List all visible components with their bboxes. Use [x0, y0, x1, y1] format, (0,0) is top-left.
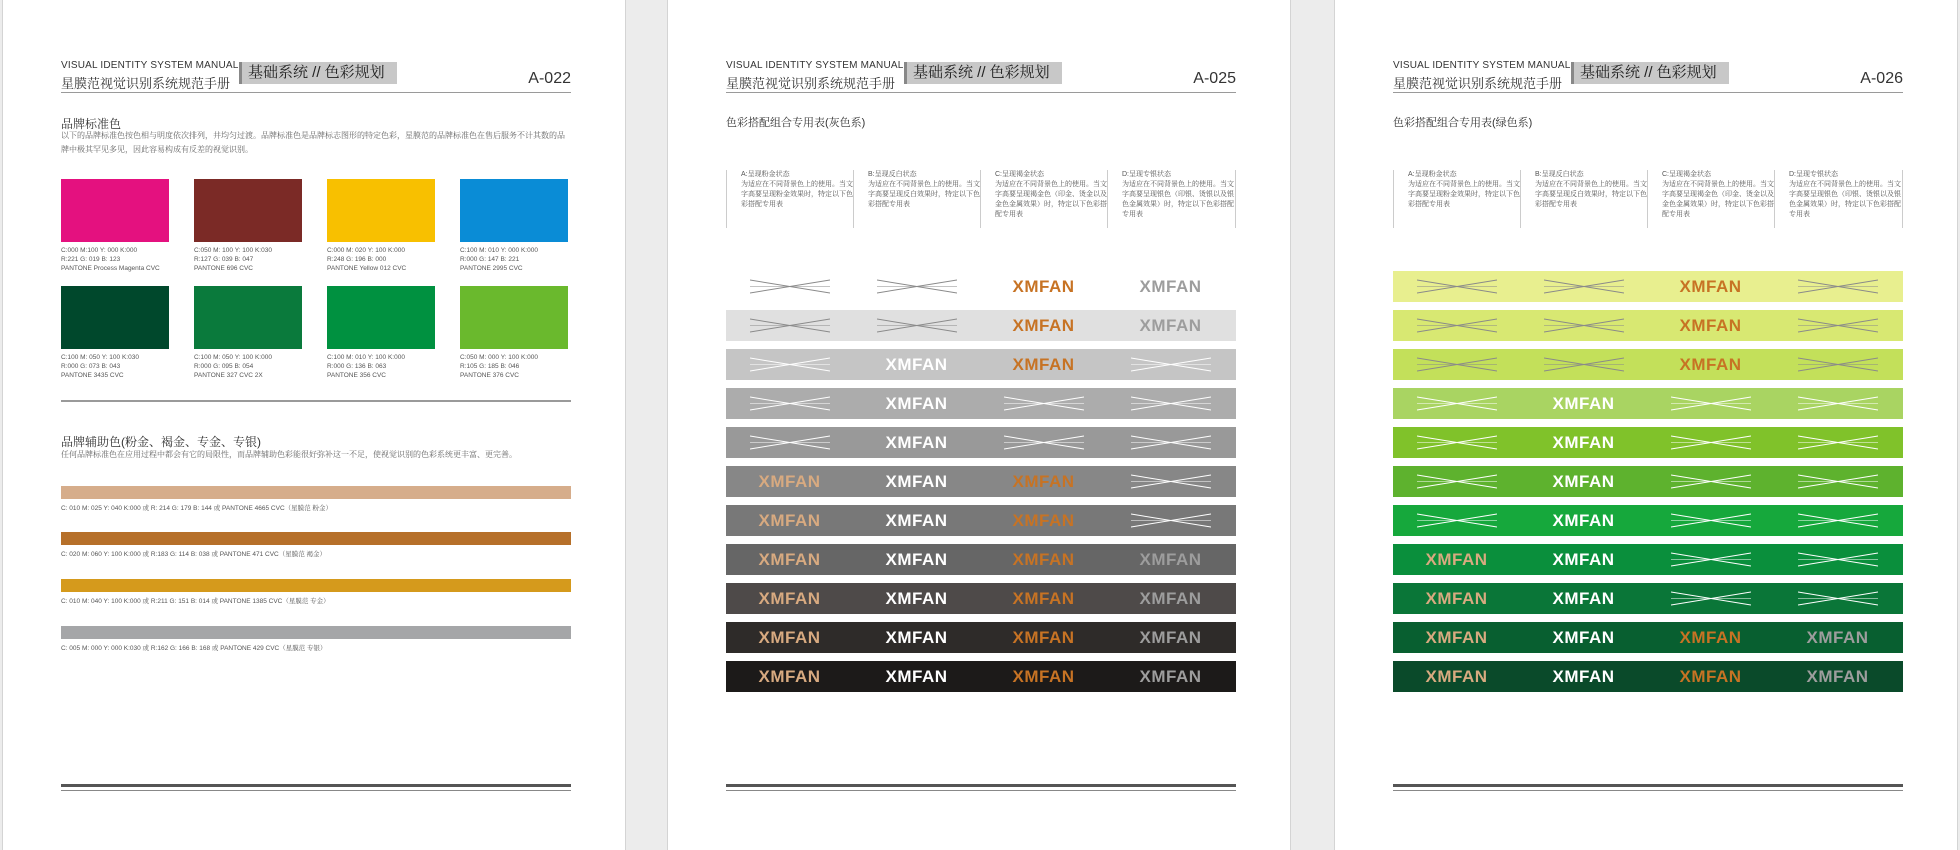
section-divider: [61, 400, 571, 402]
auxiliary-color-values: C: 020 M: 060 Y: 100 K:000 或 R:183 G: 114 B: 038 或 PANTONE 471 CVC（星膜范 褐金）: [61, 551, 327, 558]
not-recommended-cross-icon: [1774, 349, 1901, 380]
auxiliary-color-bar: [61, 579, 571, 592]
manual-title-english: VISUAL IDENTITY SYSTEM MANUAL: [1393, 60, 1571, 71]
xmfan-logo-white: XMFAN: [885, 667, 948, 686]
color-swatch: [194, 286, 302, 349]
color-combination-row: [1393, 427, 1903, 458]
manual-page-a022: [2, 0, 626, 850]
color-swatch: [460, 286, 568, 349]
not-recommended-cross-icon: [1774, 505, 1901, 536]
color-combination-row: [726, 466, 1236, 497]
swatch-color-values: C:000 M: 020 Y: 100 K:000 R:248 G: 196 B: 000 PANTONE Yellow 012 CVC: [327, 247, 407, 272]
xmfan-logo-tan: XMFAN: [758, 589, 821, 608]
not-recommended-cross-icon: [853, 310, 980, 341]
standard-colors-title: 品牌标准色: [61, 117, 122, 131]
not-recommended-cross-icon: [1520, 310, 1647, 341]
swatch-color-values: C:100 M: 050 Y: 100 K:030 R:000 G: 073 B: 043 PANTONE 3435 CVC: [61, 354, 139, 379]
auxiliary-color-bar: [61, 532, 571, 545]
not-recommended-cross-icon: [1393, 466, 1520, 497]
not-recommended-cross-icon: [1107, 427, 1234, 458]
xmfan-logo-white: XMFAN: [885, 511, 948, 530]
color-combination-row: [726, 427, 1236, 458]
xmfan-logo-orange: XMFAN: [1012, 316, 1075, 335]
gray-table-title: 色彩搭配组合专用表(灰色系): [726, 117, 866, 129]
note-b: B:呈现反白状态 为适应在不同背景色上的使用。当文字高要呈现反白效果时，特定以下色彩搭配专用表: [1520, 170, 1647, 228]
xmfan-logo-orange: XMFAN: [1012, 667, 1075, 686]
page-footer-rule: [726, 784, 1236, 793]
not-recommended-cross-icon: [1393, 349, 1520, 380]
not-recommended-cross-icon: [980, 388, 1107, 419]
xmfan-logo-orange: XMFAN: [1012, 628, 1075, 647]
not-recommended-cross-icon: [1774, 544, 1901, 575]
swatch-color-values: C:100 M: 050 Y: 100 K:000 R:000 G: 095 B: 054 PANTONE 327 CVC 2X: [194, 354, 272, 379]
color-combination-row: [1393, 310, 1903, 341]
xmfan-logo-white: XMFAN: [1552, 589, 1615, 608]
not-recommended-cross-icon: [1774, 388, 1901, 419]
not-recommended-cross-icon: [1520, 349, 1647, 380]
xmfan-logo-orange: XMFAN: [1012, 472, 1075, 491]
note-c: C:呈现褐金状态 为适应在不同背景色上的使用。当文字高要呈现褐金色（印金、烫金以及金色金属效果）时，特定以下色彩搭配专用表: [1647, 170, 1774, 228]
xmfan-logo-gray: XMFAN: [1139, 277, 1202, 296]
page-number: A-026: [1860, 70, 1903, 87]
xmfan-logo-white: XMFAN: [1552, 394, 1615, 413]
note-a: A:呈现粉金状态 为适应在不同背景色上的使用。当文字高要呈现粉金效果时，特定以下色彩搭配专用表: [726, 170, 853, 228]
xmfan-logo-white: XMFAN: [1552, 628, 1615, 647]
color-combination-row: [1393, 505, 1903, 536]
color-combination-row: [726, 349, 1236, 380]
manual-page-a026: [1334, 0, 1958, 850]
xmfan-logo-orange: XMFAN: [1679, 667, 1742, 686]
xmfan-logo-tan: XMFAN: [1425, 550, 1488, 569]
color-state-notes: [1393, 170, 1903, 228]
standard-colors-description: 以下的品牌标准色按色相与明度依次排列，井均匀过渡。品牌标准色是品牌标志图形的特定色彩，星膜范的品牌标准色在售后服务不计其数的品牌中极其罕见多见，因此容易构成有反差的视觉识别。: [61, 131, 565, 154]
xmfan-logo-white: XMFAN: [1552, 550, 1615, 569]
xmfan-logo-gray: XMFAN: [1139, 550, 1202, 569]
not-recommended-cross-icon: [1774, 466, 1901, 497]
not-recommended-cross-icon: [1647, 427, 1774, 458]
color-combination-row: [726, 661, 1236, 692]
note-a: A:呈现粉金状态 为适应在不同背景色上的使用。当文字高要呈现粉金效果时，特定以下色彩搭配专用表: [1393, 170, 1520, 228]
auxiliary-colors-title: 品牌辅助色(粉金、褐金、专金、专银): [61, 435, 261, 449]
not-recommended-cross-icon: [1393, 310, 1520, 341]
xmfan-logo-orange: XMFAN: [1012, 550, 1075, 569]
page-footer-rule: [1393, 784, 1903, 793]
xmfan-logo-orange: XMFAN: [1012, 355, 1075, 374]
color-combination-row: [726, 310, 1236, 341]
xmfan-logo-gray: XMFAN: [1139, 628, 1202, 647]
not-recommended-cross-icon: [853, 271, 980, 302]
swatch-color-values: C:100 M: 010 Y: 000 K:000 R:000 G: 147 B: 221 PANTONE 2995 CVC: [460, 247, 538, 272]
not-recommended-cross-icon: [726, 427, 853, 458]
auxiliary-color-values: C: 010 M: 040 Y: 100 K:000 或 R:211 G: 151 B: 014 或 PANTONE 1385 CVC（星膜范 专金）: [61, 598, 330, 605]
page-footer-rule: [61, 784, 571, 793]
color-combination-row: [1393, 466, 1903, 497]
swatch-color-values: C:050 M: 100 Y: 100 K:030 R:127 G: 039 B: 047 PANTONE 696 CVC: [194, 247, 272, 272]
not-recommended-cross-icon: [1774, 271, 1901, 302]
manual-title-chinese: 星膜范视觉识别系统规范手册: [61, 76, 231, 91]
xmfan-logo-orange: XMFAN: [1679, 316, 1742, 335]
auxiliary-color-bar: [61, 486, 571, 499]
xmfan-logo-tan: XMFAN: [1425, 628, 1488, 647]
xmfan-logo-tan: XMFAN: [758, 667, 821, 686]
xmfan-logo-tan: XMFAN: [758, 628, 821, 647]
xmfan-logo-tan: XMFAN: [758, 550, 821, 569]
xmfan-logo-white: XMFAN: [885, 433, 948, 452]
manual-title-english: VISUAL IDENTITY SYSTEM MANUAL: [61, 60, 239, 71]
xmfan-logo-gray: XMFAN: [1139, 316, 1202, 335]
note-d: D:呈现专银状态 为适应在不同背景色上的使用。当文字高要呈现银色（印银、烫银以及银色金属效果）时，特定以下色彩搭配专用表: [1774, 170, 1903, 228]
color-swatch: [327, 286, 435, 349]
color-combination-row: [1393, 349, 1903, 380]
color-swatch: [327, 179, 435, 242]
note-c: C:呈现褐金状态 为适应在不同背景色上的使用。当文字高要呈现褐金色（印金、烫金以及金色金属效果）时，特定以下色彩搭配专用表: [980, 170, 1107, 228]
not-recommended-cross-icon: [1107, 505, 1234, 536]
auxiliary-color-values: C: 010 M: 025 Y: 040 K:000 或 R: 214 G: 179 B: 144 或 PANTONE 4665 CVC（星膜范 粉金）: [61, 505, 332, 512]
xmfan-logo-gray: XMFAN: [1139, 589, 1202, 608]
manual-title-chinese: 星膜范视觉识别系统规范手册: [726, 76, 896, 91]
xmfan-logo-gray: XMFAN: [1806, 667, 1869, 686]
xmfan-logo-white: XMFAN: [885, 394, 948, 413]
auxiliary-color-bar: [61, 626, 571, 639]
xmfan-logo-orange: XMFAN: [1679, 355, 1742, 374]
not-recommended-cross-icon: [1774, 310, 1901, 341]
xmfan-logo-orange: XMFAN: [1012, 277, 1075, 296]
section-label: 基础系统 // 色彩规划: [1571, 62, 1729, 84]
page-number: A-022: [528, 70, 571, 87]
xmfan-logo-white: XMFAN: [1552, 511, 1615, 530]
page-number: A-025: [1193, 70, 1236, 87]
manual-title-chinese: 星膜范视觉识别系统规范手册: [1393, 76, 1563, 91]
color-combination-row: [726, 271, 1236, 302]
color-combination-row: [726, 388, 1236, 419]
color-state-notes: [726, 170, 1236, 228]
page-header: [726, 58, 1236, 93]
auxiliary-color-values: C: 005 M: 000 Y: 000 K:030 或 R:162 G: 166 B: 168 或 PANTONE 429 CVC（星膜范 专银）: [61, 645, 327, 652]
color-combination-row: [726, 583, 1236, 614]
not-recommended-cross-icon: [1774, 427, 1901, 458]
not-recommended-cross-icon: [1647, 466, 1774, 497]
manual-page-a025: [667, 0, 1291, 850]
not-recommended-cross-icon: [1647, 388, 1774, 419]
note-d: D:呈现专银状态 为适应在不同背景色上的使用。当文字高要呈现银色（印银、烫银以及银色金属效果）时，特定以下色彩搭配专用表: [1107, 170, 1236, 228]
not-recommended-cross-icon: [1107, 388, 1234, 419]
not-recommended-cross-icon: [726, 271, 853, 302]
xmfan-logo-white: XMFAN: [1552, 472, 1615, 491]
not-recommended-cross-icon: [1520, 271, 1647, 302]
not-recommended-cross-icon: [726, 388, 853, 419]
color-combination-row: [1393, 622, 1903, 653]
not-recommended-cross-icon: [980, 427, 1107, 458]
xmfan-logo-gray: XMFAN: [1139, 667, 1202, 686]
xmfan-logo-gray: XMFAN: [1806, 628, 1869, 647]
color-swatch: [61, 179, 169, 242]
color-combination-row: [726, 505, 1236, 536]
xmfan-logo-white: XMFAN: [1552, 667, 1615, 686]
page-header: [61, 58, 571, 93]
xmfan-logo-tan: XMFAN: [1425, 667, 1488, 686]
color-combination-row: [726, 622, 1236, 653]
xmfan-logo-tan: XMFAN: [758, 472, 821, 491]
xmfan-logo-orange: XMFAN: [1679, 628, 1742, 647]
not-recommended-cross-icon: [726, 349, 853, 380]
not-recommended-cross-icon: [1393, 505, 1520, 536]
xmfan-logo-white: XMFAN: [885, 589, 948, 608]
color-swatch: [194, 179, 302, 242]
swatch-color-values: C:050 M: 000 Y: 100 K:000 R:105 G: 185 B: 046 PANTONE 376 CVC: [460, 354, 538, 379]
page-header: [1393, 58, 1903, 93]
color-combination-row: [726, 544, 1236, 575]
color-combination-row: [1393, 271, 1903, 302]
xmfan-logo-tan: XMFAN: [1425, 589, 1488, 608]
not-recommended-cross-icon: [1647, 583, 1774, 614]
not-recommended-cross-icon: [1774, 583, 1901, 614]
section-label: 基础系统 // 色彩规划: [904, 62, 1062, 84]
xmfan-logo-white: XMFAN: [885, 550, 948, 569]
section-label: 基础系统 // 色彩规划: [239, 62, 397, 84]
color-combination-row: [1393, 544, 1903, 575]
color-combination-row: [1393, 661, 1903, 692]
auxiliary-colors-description: 任何品牌标准色在应用过程中都会有它的局限性，而品牌辅助色彩能很好弥补这一不足，使视觉识别的色彩系统更丰富、更完善。: [61, 450, 517, 459]
not-recommended-cross-icon: [1393, 388, 1520, 419]
color-swatch: [460, 179, 568, 242]
manual-title-english: VISUAL IDENTITY SYSTEM MANUAL: [726, 60, 904, 71]
not-recommended-cross-icon: [726, 310, 853, 341]
color-combination-row: [1393, 583, 1903, 614]
xmfan-logo-tan: XMFAN: [758, 511, 821, 530]
color-swatch: [61, 286, 169, 349]
color-combination-row: [1393, 388, 1903, 419]
xmfan-logo-orange: XMFAN: [1012, 511, 1075, 530]
not-recommended-cross-icon: [1647, 505, 1774, 536]
not-recommended-cross-icon: [1393, 271, 1520, 302]
xmfan-logo-white: XMFAN: [885, 355, 948, 374]
not-recommended-cross-icon: [1107, 349, 1234, 380]
xmfan-logo-white: XMFAN: [885, 472, 948, 491]
not-recommended-cross-icon: [1393, 427, 1520, 458]
xmfan-logo-white: XMFAN: [885, 628, 948, 647]
not-recommended-cross-icon: [1107, 466, 1234, 497]
green-table-title: 色彩搭配组合专用表(绿色系): [1393, 117, 1533, 129]
swatch-color-values: C:000 M:100 Y: 000 K:000 R:221 G: 019 B: 123 PANTONE Process Magenta CVC: [61, 247, 160, 272]
note-b: B:呈现反白状态 为适应在不同背景色上的使用。当文字高要呈现反白效果时，特定以下色彩搭配专用表: [853, 170, 980, 228]
xmfan-logo-orange: XMFAN: [1679, 277, 1742, 296]
xmfan-logo-white: XMFAN: [1552, 433, 1615, 452]
xmfan-logo-orange: XMFAN: [1012, 589, 1075, 608]
not-recommended-cross-icon: [1647, 544, 1774, 575]
swatch-color-values: C:100 M: 010 Y: 100 K:000 R:000 G: 136 B: 063 PANTONE 356 CVC: [327, 354, 405, 379]
